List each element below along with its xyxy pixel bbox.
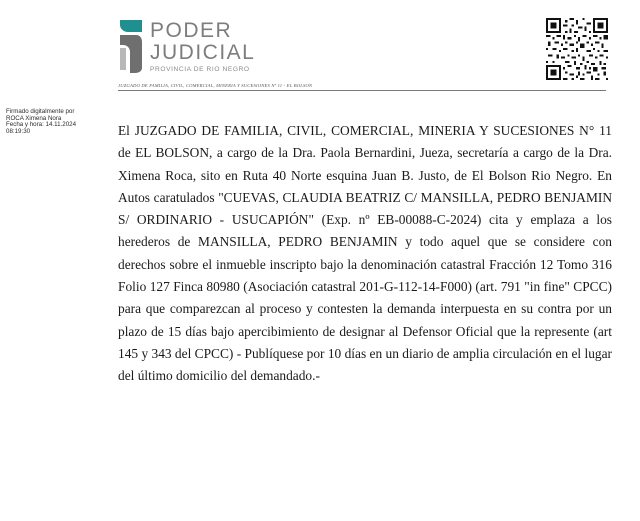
qr-code-icon xyxy=(546,18,608,80)
logo-title-line1: PODER xyxy=(150,19,233,42)
signature-line-4: 08:19:30 xyxy=(6,127,31,135)
court-header-line: JUZGADO DE FAMILIA, CIVIL, COMERCIAL, MINERIA Y SUCESIONES Nº 11 - EL BOLSON xyxy=(118,83,313,88)
signature-line-1: Firmado digitalmente por xyxy=(6,108,75,115)
poder-judicial-logo xyxy=(118,14,318,82)
edict-body-text: El JUZGADO DE FAMILIA, CIVIL, COMERCIAL, MINERIA Y SUCESIONES N° 11 de EL BOLSON, a cargo de la Dra. Paola Bernardini, Jueza, secretaría a cargo de la Dra. Ximena Roca, sito en Ruta 40 Norte esquina Juan B. Justo, de El Bolson Rio Negro. En Autos caratulados "CUEVAS, CLAUDIA BEATRIZ C/ MANSILLA, PEDRO BENJAMIN S/ ORDINARIO - USUCAPIÓN" (Exp. nº EB-00088-C-2024) cita y emplaza a los herederos de MANSILLA, PEDRO BENJAMIN y todo aquel que se considere con derechos sobre el inmueble inscripto bajo la denominación catastral Fracción 12 Tomo 316 Folio 127 Finca 80980 (Asociación catastral 201-G-112-14-F000) (art. 791 "in fine" CPCC) para que comparezcan al proceso y contesten la demanda interpuesta en su contra por un plazo de 15 días bajo apercibimiento de designar al Defensor Oficial que la represente (art 145 y 343 del CPCC) - Publíquese por 10 días en un diario de amplia circulación en el lugar del último domicilio del demandado.- xyxy=(118,123,612,384)
logo-title-line2: JUDICIAL xyxy=(150,41,256,64)
signature-line-2: ROCA Ximena Nora xyxy=(6,114,62,122)
header-divider xyxy=(118,90,606,91)
logo-subtitle: PROVINCIA DE RIO NEGRO xyxy=(150,66,250,73)
signature-line-3: Fecha y hora: 14.11.2024 xyxy=(6,121,77,129)
poder-judicial-emblem-icon xyxy=(118,18,146,74)
digital-signature-stamp xyxy=(6,109,106,135)
